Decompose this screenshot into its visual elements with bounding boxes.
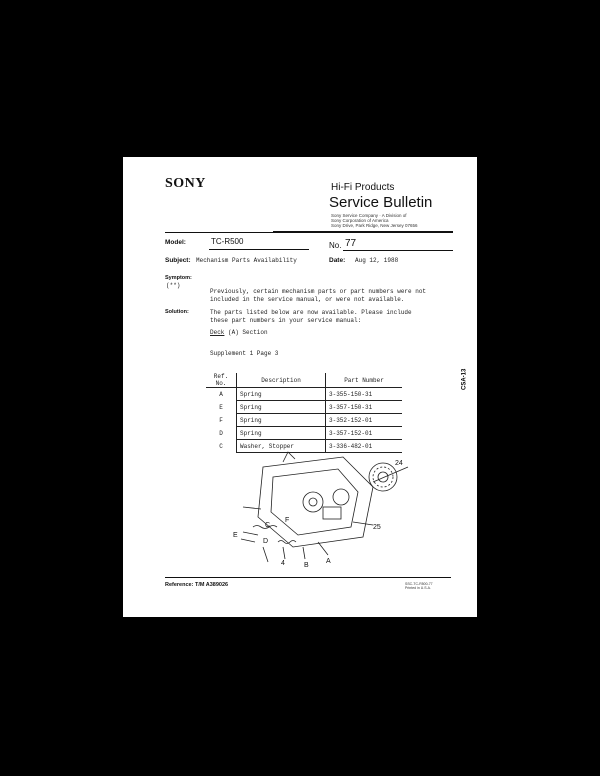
callout-24: 24 xyxy=(395,460,403,467)
lever-top xyxy=(283,452,295,462)
footer-line: Printed in U.S.A. xyxy=(405,586,431,590)
screw-parts xyxy=(241,532,258,542)
footer-code xyxy=(405,582,449,590)
col-desc-header: Description xyxy=(237,373,326,388)
symptom-text xyxy=(210,288,426,304)
symptom-line: Previously, certain mechanism parts or part numbers were not xyxy=(210,288,427,295)
callout-c: C xyxy=(265,522,271,529)
callout-b: B xyxy=(304,562,309,569)
table-header-row xyxy=(206,373,402,388)
division-name: Hi-Fi Products xyxy=(331,182,395,193)
reel-hub-left-core xyxy=(309,498,317,506)
callout-f: F xyxy=(285,517,290,524)
table-row xyxy=(206,427,402,440)
date-label: Date: xyxy=(329,257,346,264)
bulletin-page xyxy=(123,157,477,617)
leader-b xyxy=(303,547,305,559)
address-line: Sony Drive, Park Ridge, New Jersey 07656 xyxy=(331,223,418,228)
callout-25: 25 xyxy=(373,524,381,531)
footer-rule xyxy=(165,577,451,578)
solution-line: these part numbers in your service manual: xyxy=(210,317,362,324)
footer-line: SSC-TC-R500-77 xyxy=(405,582,433,586)
reel-hub-right xyxy=(333,489,349,505)
header-rule-left xyxy=(165,232,273,233)
date-value: Aug 12, 1988 xyxy=(355,257,399,264)
leader-a xyxy=(318,542,328,555)
address-line: Sony Corporation of America xyxy=(331,218,389,223)
table-row xyxy=(206,388,402,401)
category-tab-label: Tape Deck xyxy=(461,327,468,357)
table-row xyxy=(206,401,402,414)
address-line: Sony Service Company · A Division of xyxy=(331,213,407,218)
section-deck: Deck xyxy=(210,329,225,336)
row-ref: C xyxy=(206,440,237,453)
category-tab: CSA-13 xyxy=(458,365,471,393)
parts-table xyxy=(206,373,402,453)
model-value: TC-R500 xyxy=(211,237,244,246)
row-desc: Spring xyxy=(237,401,326,414)
callout-e: E xyxy=(233,532,238,539)
mechanism-exploded-diagram xyxy=(223,447,413,577)
bulletin-title: Service Bulletin xyxy=(329,194,433,211)
row-part-number: 3-357-150-31 xyxy=(326,401,403,414)
symptom-line: included in the service manual, or were not available. xyxy=(210,296,405,303)
supplement-reference: Supplement 1 Page 3 xyxy=(210,350,279,357)
leader-4 xyxy=(283,547,285,559)
flywheel-core xyxy=(378,472,388,482)
leader-left xyxy=(243,507,261,509)
solution-label: Solution: xyxy=(165,309,189,315)
model-label: Model: xyxy=(165,239,186,246)
row-desc: Spring xyxy=(237,388,326,401)
bulletin-number-label: No. xyxy=(329,241,342,250)
callout-a: A xyxy=(326,558,331,565)
row-desc: Spring xyxy=(237,427,326,440)
callout-d: D xyxy=(263,538,269,545)
table-row xyxy=(206,414,402,427)
reference-number: Reference: T/M A389026 xyxy=(165,582,229,588)
flywheel xyxy=(369,463,397,491)
row-part-number: 3-357-152-01 xyxy=(326,427,403,440)
number-underline xyxy=(343,250,453,251)
solution-line: The parts listed below are now available. Please include xyxy=(210,309,412,316)
header-rule-right xyxy=(273,231,453,233)
model-underline xyxy=(209,249,309,250)
flywheel-gear xyxy=(373,467,393,487)
solution-text xyxy=(210,309,412,325)
col-ref-header: Ref. No. xyxy=(206,373,237,388)
reel-hub-left xyxy=(303,492,323,512)
row-ref: A xyxy=(206,388,237,401)
subject-label: Subject: xyxy=(165,257,191,264)
symptom-value: (**) xyxy=(166,282,181,289)
row-part-number: 3-352-152-01 xyxy=(326,414,403,427)
subject-value: Mechanism Parts Availability xyxy=(196,257,297,264)
row-ref: E xyxy=(206,401,237,414)
row-desc: Washer, Stopper xyxy=(237,440,326,453)
row-part-number: 3-336-482-01 xyxy=(326,440,403,453)
sony-logo: SONY xyxy=(165,176,206,191)
section-reference xyxy=(210,329,268,336)
chassis-inner xyxy=(271,469,358,535)
row-ref: F xyxy=(206,414,237,427)
leader-e xyxy=(263,547,268,562)
company-address xyxy=(331,213,451,228)
leader-25 xyxy=(353,522,373,525)
row-ref: D xyxy=(206,427,237,440)
head-block xyxy=(323,507,341,519)
callout-4: 4 xyxy=(281,560,285,567)
row-part-number: 3-355-150-31 xyxy=(326,388,403,401)
col-pn-header: Part Number xyxy=(326,373,403,388)
symptom-label: Symptom: xyxy=(165,275,192,281)
section-rest: (A) Section xyxy=(224,329,268,336)
bulletin-number: 77 xyxy=(345,238,357,249)
row-desc: Spring xyxy=(237,414,326,427)
